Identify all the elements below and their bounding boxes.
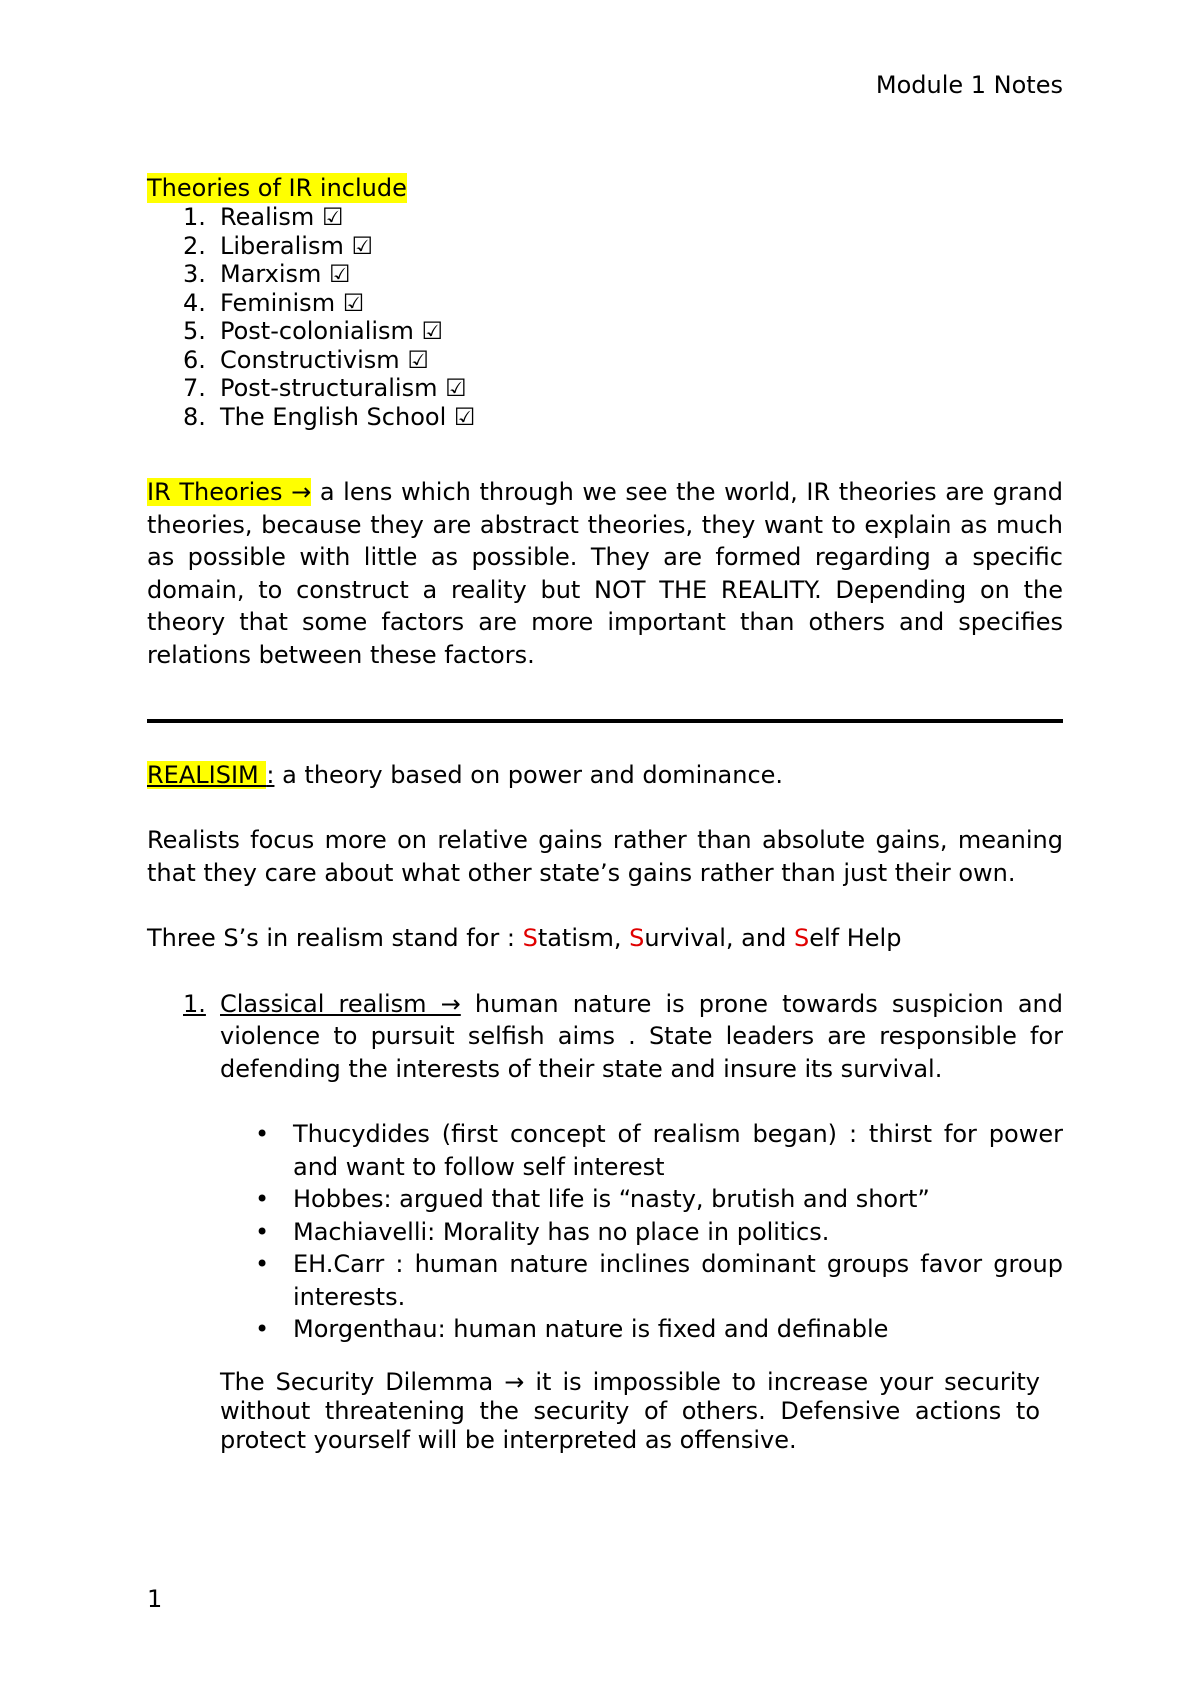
list-item xyxy=(147,403,1063,432)
classical-realism-text: human nature is prone towards suspicion and violence to pursuit selfish aims . State leaders are responsible for defending the interests of their state and insure its survival. xyxy=(220,989,1063,1083)
three-s-word: urvival, and xyxy=(644,924,794,952)
list-number: 1. xyxy=(183,203,206,231)
checkbox-icon: ☑ xyxy=(321,203,344,231)
list-item-label: Feminism xyxy=(220,288,343,317)
three-s-word: tatism, xyxy=(537,924,630,952)
list-number: 1. xyxy=(183,989,206,1018)
list-number: 8. xyxy=(183,402,206,431)
bullet-icon: • xyxy=(255,1250,270,1278)
list-item xyxy=(147,232,1063,261)
three-s-prefix: Three S’s in realism stand for : xyxy=(147,924,523,952)
three-s-line xyxy=(147,922,1063,955)
list-item xyxy=(147,346,1063,375)
security-dilemma-paragraph: The Security Dilemma → it is impossible to increase your security without threatening the security of others. Defensive actions to protect yourself will be interpreted as offensive. xyxy=(220,1367,1040,1454)
list-number: 5. xyxy=(183,317,206,345)
bullet-icon: • xyxy=(255,1217,270,1246)
list-item-label: Marxism xyxy=(220,260,330,288)
checkbox-icon: ☑ xyxy=(329,260,351,288)
document-body xyxy=(147,173,1063,1455)
list-item-label: Post-colonialism xyxy=(220,317,422,345)
theories-heading: Theories of IR include xyxy=(147,174,407,202)
list-item xyxy=(147,1248,1063,1313)
list-item-text: Machiavelli: Morality has no place in politics. xyxy=(293,1217,830,1246)
thinkers-list xyxy=(147,1118,1063,1346)
classical-realism-term: Classical realism → xyxy=(220,989,461,1018)
list-item xyxy=(147,1118,1063,1183)
list-item-label: The English School xyxy=(220,402,447,431)
list-item xyxy=(147,260,1063,289)
list-item-text: Thucydides (first concept of realism began) : thirst for power and want to follow self interest xyxy=(293,1120,1063,1181)
list-item xyxy=(147,1183,1063,1216)
ir-theories-paragraph xyxy=(147,476,1063,671)
list-item-text: Hobbes: argued that life is “nasty, brutish and short” xyxy=(293,1185,930,1213)
list-number: 7. xyxy=(183,374,206,402)
list-item xyxy=(147,203,1063,232)
ir-theories-term: IR Theories → xyxy=(147,478,312,506)
list-item-label: Constructivism xyxy=(220,345,408,374)
realism-definition-text: a theory based on power and dominance. xyxy=(274,761,784,789)
section-divider xyxy=(147,719,1063,723)
page-number: 1 xyxy=(147,1585,163,1613)
classical-realism-paragraph xyxy=(147,988,1063,1086)
bullet-icon: • xyxy=(255,1120,270,1148)
list-number: 4. xyxy=(183,288,206,317)
realism-term: REALISIM xyxy=(147,761,267,789)
checkbox-icon: ☑ xyxy=(453,402,476,431)
list-item xyxy=(147,1216,1063,1249)
list-item-label: Realism xyxy=(220,203,315,231)
list-item xyxy=(147,374,1063,403)
page-header: Module 1 Notes xyxy=(875,71,1063,99)
list-item-label: Liberalism xyxy=(220,231,352,260)
checkbox-icon: ☑ xyxy=(351,231,373,260)
list-item xyxy=(147,289,1063,318)
list-number: 6. xyxy=(183,345,206,374)
checkbox-icon: ☑ xyxy=(342,288,365,317)
checkbox-icon: ☑ xyxy=(445,374,467,402)
list-item xyxy=(147,317,1063,346)
list-item xyxy=(147,1313,1063,1346)
checkbox-icon: ☑ xyxy=(421,317,444,345)
list-item-text: EH.Carr : human nature inclines dominant groups favor group interests. xyxy=(293,1250,1063,1311)
bullet-icon: • xyxy=(255,1315,270,1343)
ir-theories-text: a lens which through we see the world, IR theories are grand theories, because they are abstract theories, they want to explain as much as possible with little as possible. They are formed regarding a specific domain, to construct a reality but NOT THE REALITY. Depending on the theory that some factors are more important than others and specifies relations between these factors. xyxy=(147,478,1063,669)
three-s-word: elf Help xyxy=(809,924,902,952)
list-item-text: Morgenthau: human nature is fixed and definable xyxy=(293,1315,889,1343)
list-number: 3. xyxy=(183,260,206,288)
list-number: 2. xyxy=(183,231,206,260)
three-s-letter: S xyxy=(629,924,645,952)
list-item-label: Post-structuralism xyxy=(220,374,438,402)
realism-colon: : xyxy=(266,761,275,789)
checkbox-icon: ☑ xyxy=(407,345,429,374)
theories-list xyxy=(147,203,1063,431)
three-s-letter: S xyxy=(522,924,538,952)
relative-gains-paragraph: Realists focus more on relative gains rather than absolute gains, meaning that they care about what other state’s gains rather than just their own. xyxy=(147,826,1063,887)
three-s-letter: S xyxy=(793,924,810,952)
realism-definition xyxy=(147,759,1063,791)
bullet-icon: • xyxy=(255,1185,270,1213)
